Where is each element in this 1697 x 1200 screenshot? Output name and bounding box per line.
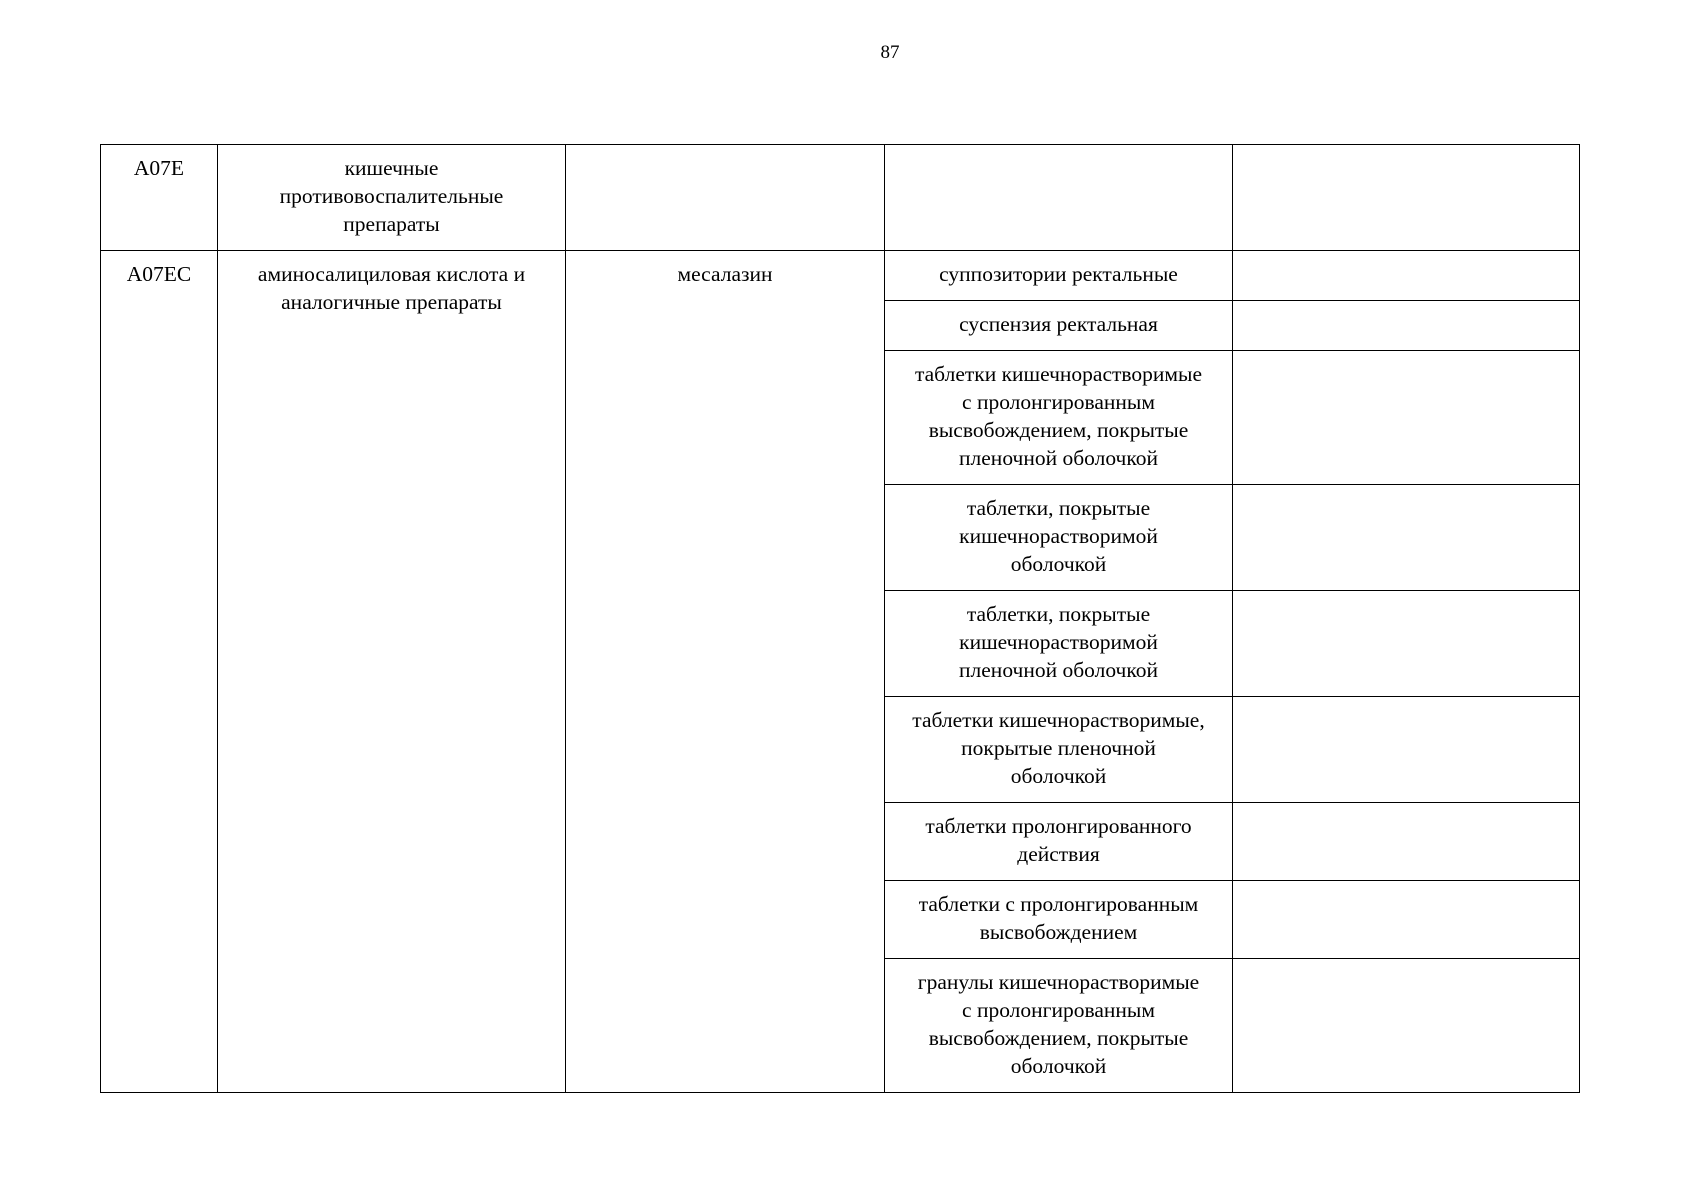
note-cell	[1233, 145, 1580, 251]
drug-name-cell	[566, 145, 885, 251]
page-number: 87	[880, 42, 900, 63]
dosage-form-line: таблетки с пролонгированным	[918, 892, 1199, 916]
dosage-form-cell	[885, 591, 1233, 697]
dosage-form-line: высвобождением	[979, 920, 1138, 944]
note-cell	[1233, 803, 1580, 881]
dosage-form-cell	[885, 881, 1233, 959]
atc-name-line: аналогичные препараты	[281, 290, 502, 314]
atc-name-line: противовоспалительные	[279, 184, 504, 208]
table-row	[101, 251, 1580, 301]
dosage-form-cell	[885, 485, 1233, 591]
dosage-form-line: пленочной оболочкой	[959, 446, 1158, 470]
dosage-form-line: с пролонгированным	[962, 998, 1155, 1022]
dosage-form-line: кишечнорастворимой	[959, 524, 1158, 548]
dosage-form-line: таблетки кишечнорастворимые,	[912, 708, 1205, 732]
dosage-form-line: с пролонгированным	[962, 390, 1155, 414]
dosage-form-line: оболочкой	[1010, 1054, 1107, 1078]
dosage-form-line: покрытые пленочной	[961, 736, 1156, 760]
dosage-form-line: гранулы кишечнорастворимые	[917, 970, 1200, 994]
dosage-form-cell	[885, 351, 1233, 485]
dosage-form-cell	[885, 301, 1233, 351]
dosage-form-line: высвобождением, покрытые	[928, 1026, 1189, 1050]
note-cell	[1233, 485, 1580, 591]
dosage-form-cell	[885, 145, 1233, 251]
dosage-form-line: таблетки, покрытые	[966, 496, 1151, 520]
table-row-group	[101, 145, 1580, 251]
atc-name-line: препараты	[343, 212, 440, 236]
atc-name-cell	[218, 145, 566, 251]
dosage-form-cell	[885, 959, 1233, 1093]
dosage-form-line: суспензия ректальная	[959, 312, 1158, 336]
drug-table	[100, 144, 1580, 1093]
note-cell	[1233, 351, 1580, 485]
dosage-form-line: таблетки пролонгированного	[925, 814, 1192, 838]
dosage-form-cell	[885, 697, 1233, 803]
note-cell	[1233, 591, 1580, 697]
dosage-form-line: высвобождением, покрытые	[928, 418, 1189, 442]
atc-code-cell: A07E	[101, 145, 218, 251]
note-cell	[1233, 959, 1580, 1093]
dosage-form-line: пленочной оболочкой	[959, 658, 1158, 682]
drug-name-cell: месалазин	[566, 251, 885, 1093]
atc-name-cell	[218, 251, 566, 1093]
note-cell	[1233, 251, 1580, 301]
atc-name-line: кишечные	[344, 156, 439, 180]
atc-code-cell: A07EC	[101, 251, 218, 1093]
dosage-form-line: оболочкой	[1010, 764, 1107, 788]
dosage-form-line: суппозитории ректальные	[939, 262, 1178, 286]
note-cell	[1233, 697, 1580, 803]
dosage-form-line: оболочкой	[1010, 552, 1107, 576]
dosage-form-line: таблетки, покрытые	[966, 602, 1151, 626]
note-cell	[1233, 881, 1580, 959]
dosage-form-line: таблетки кишечнорастворимые	[914, 362, 1203, 386]
atc-name-line: аминосалициловая кислота и	[257, 262, 526, 286]
dosage-form-line: кишечнорастворимой	[959, 630, 1158, 654]
dosage-form-cell	[885, 251, 1233, 301]
note-cell	[1233, 301, 1580, 351]
dosage-form-cell	[885, 803, 1233, 881]
dosage-form-line: действия	[1017, 842, 1100, 866]
